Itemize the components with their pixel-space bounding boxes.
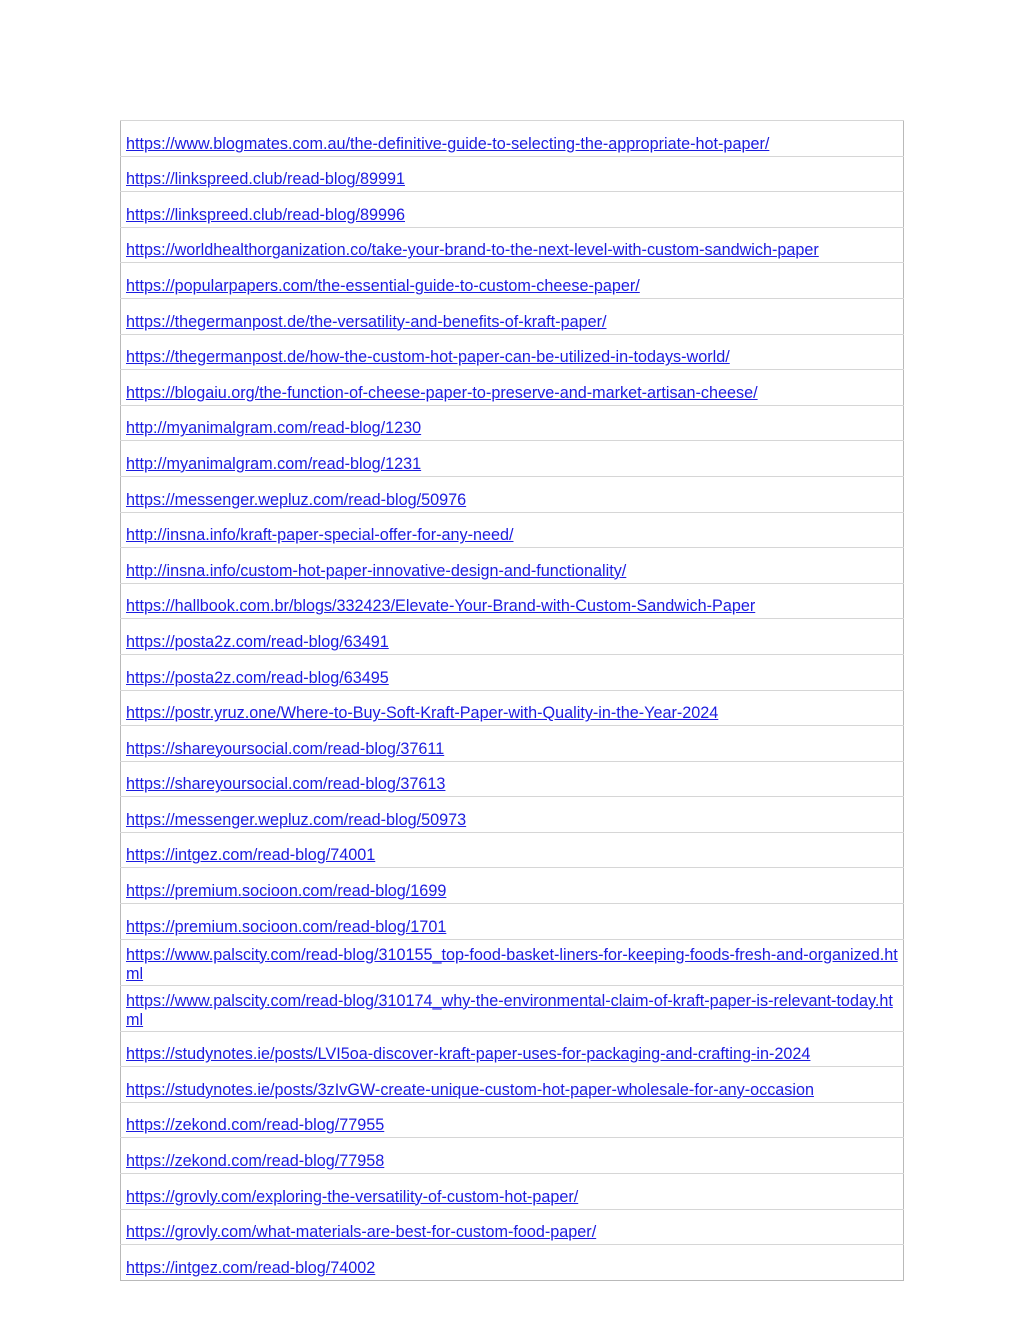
- table-cell: [121, 1138, 904, 1174]
- table-row: [121, 298, 904, 334]
- link[interactable]: https://studynotes.ie/posts/LVI5oa-discover-kraft-paper-uses-for-packaging-and-crafting-in-2024: [126, 1045, 811, 1064]
- table-row: [121, 797, 904, 833]
- table-cell: [121, 192, 904, 228]
- table-row: [121, 985, 904, 1031]
- link[interactable]: https://posta2z.com/read-blog/63491: [126, 632, 389, 651]
- table-cell: [121, 370, 904, 406]
- link[interactable]: https://studynotes.ie/posts/3zIvGW-create-unique-custom-hot-paper-wholesale-for-any-occasion: [126, 1080, 814, 1099]
- table-cell: [121, 690, 904, 726]
- table-row: [121, 690, 904, 726]
- table-cell: [121, 619, 904, 655]
- link[interactable]: https://premium.socioon.com/read-blog/1701: [126, 917, 447, 936]
- link[interactable]: http://insna.info/custom-hot-paper-innovative-design-and-functionality/: [126, 561, 627, 580]
- table-cell: [121, 121, 904, 157]
- table-cell: [121, 832, 904, 868]
- link[interactable]: https://shareyoursocial.com/read-blog/37611: [126, 739, 445, 758]
- table-cell: [121, 726, 904, 762]
- link[interactable]: https://popularpapers.com/the-essential-guide-to-custom-cheese-paper/: [126, 276, 640, 295]
- link[interactable]: https://blogaiu.org/the-function-of-cheese-paper-to-preserve-and-market-artisan-cheese/: [126, 383, 758, 402]
- table-cell: [121, 797, 904, 833]
- link[interactable]: https://shareyoursocial.com/read-blog/37613: [126, 775, 446, 794]
- table-cell: [121, 263, 904, 299]
- link[interactable]: https://hallbook.com.br/blogs/332423/Elevate-Your-Brand-with-Custom-Sandwich-Paper: [126, 597, 756, 616]
- table-row: [121, 192, 904, 228]
- table-row: [121, 1031, 904, 1067]
- table-row: [121, 904, 904, 940]
- link[interactable]: https://postr.yruz.one/Where-to-Buy-Soft-Kraft-Paper-with-Quality-in-the-Year-2024: [126, 704, 719, 723]
- table-cell: [121, 298, 904, 334]
- link[interactable]: https://linkspreed.club/read-blog/89991: [126, 170, 405, 189]
- table-row: [121, 441, 904, 477]
- table-cell: [121, 476, 904, 512]
- link[interactable]: https://intgez.com/read-blog/74002: [126, 1258, 376, 1277]
- table-row: [121, 405, 904, 441]
- link[interactable]: https://intgez.com/read-blog/74001: [126, 846, 376, 865]
- link[interactable]: https://grovly.com/exploring-the-versatility-of-custom-hot-paper/: [126, 1187, 579, 1206]
- table-cell: [121, 904, 904, 940]
- link[interactable]: https://premium.socioon.com/read-blog/1699: [126, 882, 447, 901]
- table-cell: [121, 405, 904, 441]
- table-row: [121, 334, 904, 370]
- link[interactable]: http://myanimalgram.com/read-blog/1231: [126, 454, 422, 473]
- table-row: [121, 121, 904, 157]
- link[interactable]: https://thegermanpost.de/how-the-custom-hot-paper-can-be-utilized-in-todays-world/: [126, 348, 730, 367]
- table-row: [121, 832, 904, 868]
- link-table: [120, 120, 904, 1281]
- table-row: [121, 227, 904, 263]
- link[interactable]: https://zekond.com/read-blog/77958: [126, 1152, 385, 1171]
- table-row: [121, 1245, 904, 1281]
- table-row: [121, 619, 904, 655]
- table-row: [121, 1102, 904, 1138]
- table-cell: [121, 156, 904, 192]
- link[interactable]: https://www.blogmates.com.au/the-definitive-guide-to-selecting-the-appropriate-hot-paper/: [126, 134, 770, 153]
- link[interactable]: https://www.palscity.com/read-blog/310155_top-food-basket-liners-for-keeping-foods-fresh-and-organized.html: [126, 945, 898, 983]
- link[interactable]: https://grovly.com/what-materials-are-best-for-custom-food-paper/: [126, 1223, 597, 1242]
- table-cell: [121, 985, 904, 1031]
- table-row: [121, 654, 904, 690]
- table-cell: [121, 1102, 904, 1138]
- link[interactable]: http://myanimalgram.com/read-blog/1230: [126, 419, 422, 438]
- table-cell: [121, 441, 904, 477]
- table-cell: [121, 1209, 904, 1245]
- table-row: [121, 583, 904, 619]
- table-row: [121, 761, 904, 797]
- table-cell: [121, 1031, 904, 1067]
- link[interactable]: https://zekond.com/read-blog/77955: [126, 1116, 385, 1135]
- table-row: [121, 726, 904, 762]
- table-cell: [121, 512, 904, 548]
- table-cell: [121, 868, 904, 904]
- link[interactable]: https://linkspreed.club/read-blog/89996: [126, 205, 405, 224]
- link[interactable]: http://insna.info/kraft-paper-special-offer-for-any-need/: [126, 526, 514, 545]
- table-cell: [121, 1174, 904, 1210]
- table-row: [121, 1067, 904, 1103]
- table-row: [121, 1209, 904, 1245]
- table-cell: [121, 1067, 904, 1103]
- table-row: [121, 263, 904, 299]
- table-row: [121, 1138, 904, 1174]
- link[interactable]: https://www.palscity.com/read-blog/310174_why-the-environmental-claim-of-kraft-paper-is-relevant-today.html: [126, 991, 893, 1029]
- table-row: [121, 156, 904, 192]
- table-row: [121, 370, 904, 406]
- link[interactable]: https://worldhealthorganization.co/take-your-brand-to-the-next-level-with-custom-sandwich-paper: [126, 241, 819, 260]
- table-row: [121, 476, 904, 512]
- table-cell: [121, 761, 904, 797]
- table-cell: [121, 654, 904, 690]
- link[interactable]: https://messenger.wepluz.com/read-blog/50973: [126, 810, 467, 829]
- link[interactable]: https://thegermanpost.de/the-versatility-and-benefits-of-kraft-paper/: [126, 312, 607, 331]
- table-row: [121, 548, 904, 584]
- table-row: [121, 868, 904, 904]
- table-cell: [121, 227, 904, 263]
- link[interactable]: https://posta2z.com/read-blog/63495: [126, 668, 389, 687]
- table-row: [121, 1174, 904, 1210]
- table-row: [121, 512, 904, 548]
- table-cell: [121, 939, 904, 985]
- table-cell: [121, 1245, 904, 1281]
- table-cell: [121, 334, 904, 370]
- table-row: [121, 939, 904, 985]
- table-cell: [121, 548, 904, 584]
- table-cell: [121, 583, 904, 619]
- link[interactable]: https://messenger.wepluz.com/read-blog/50976: [126, 490, 467, 509]
